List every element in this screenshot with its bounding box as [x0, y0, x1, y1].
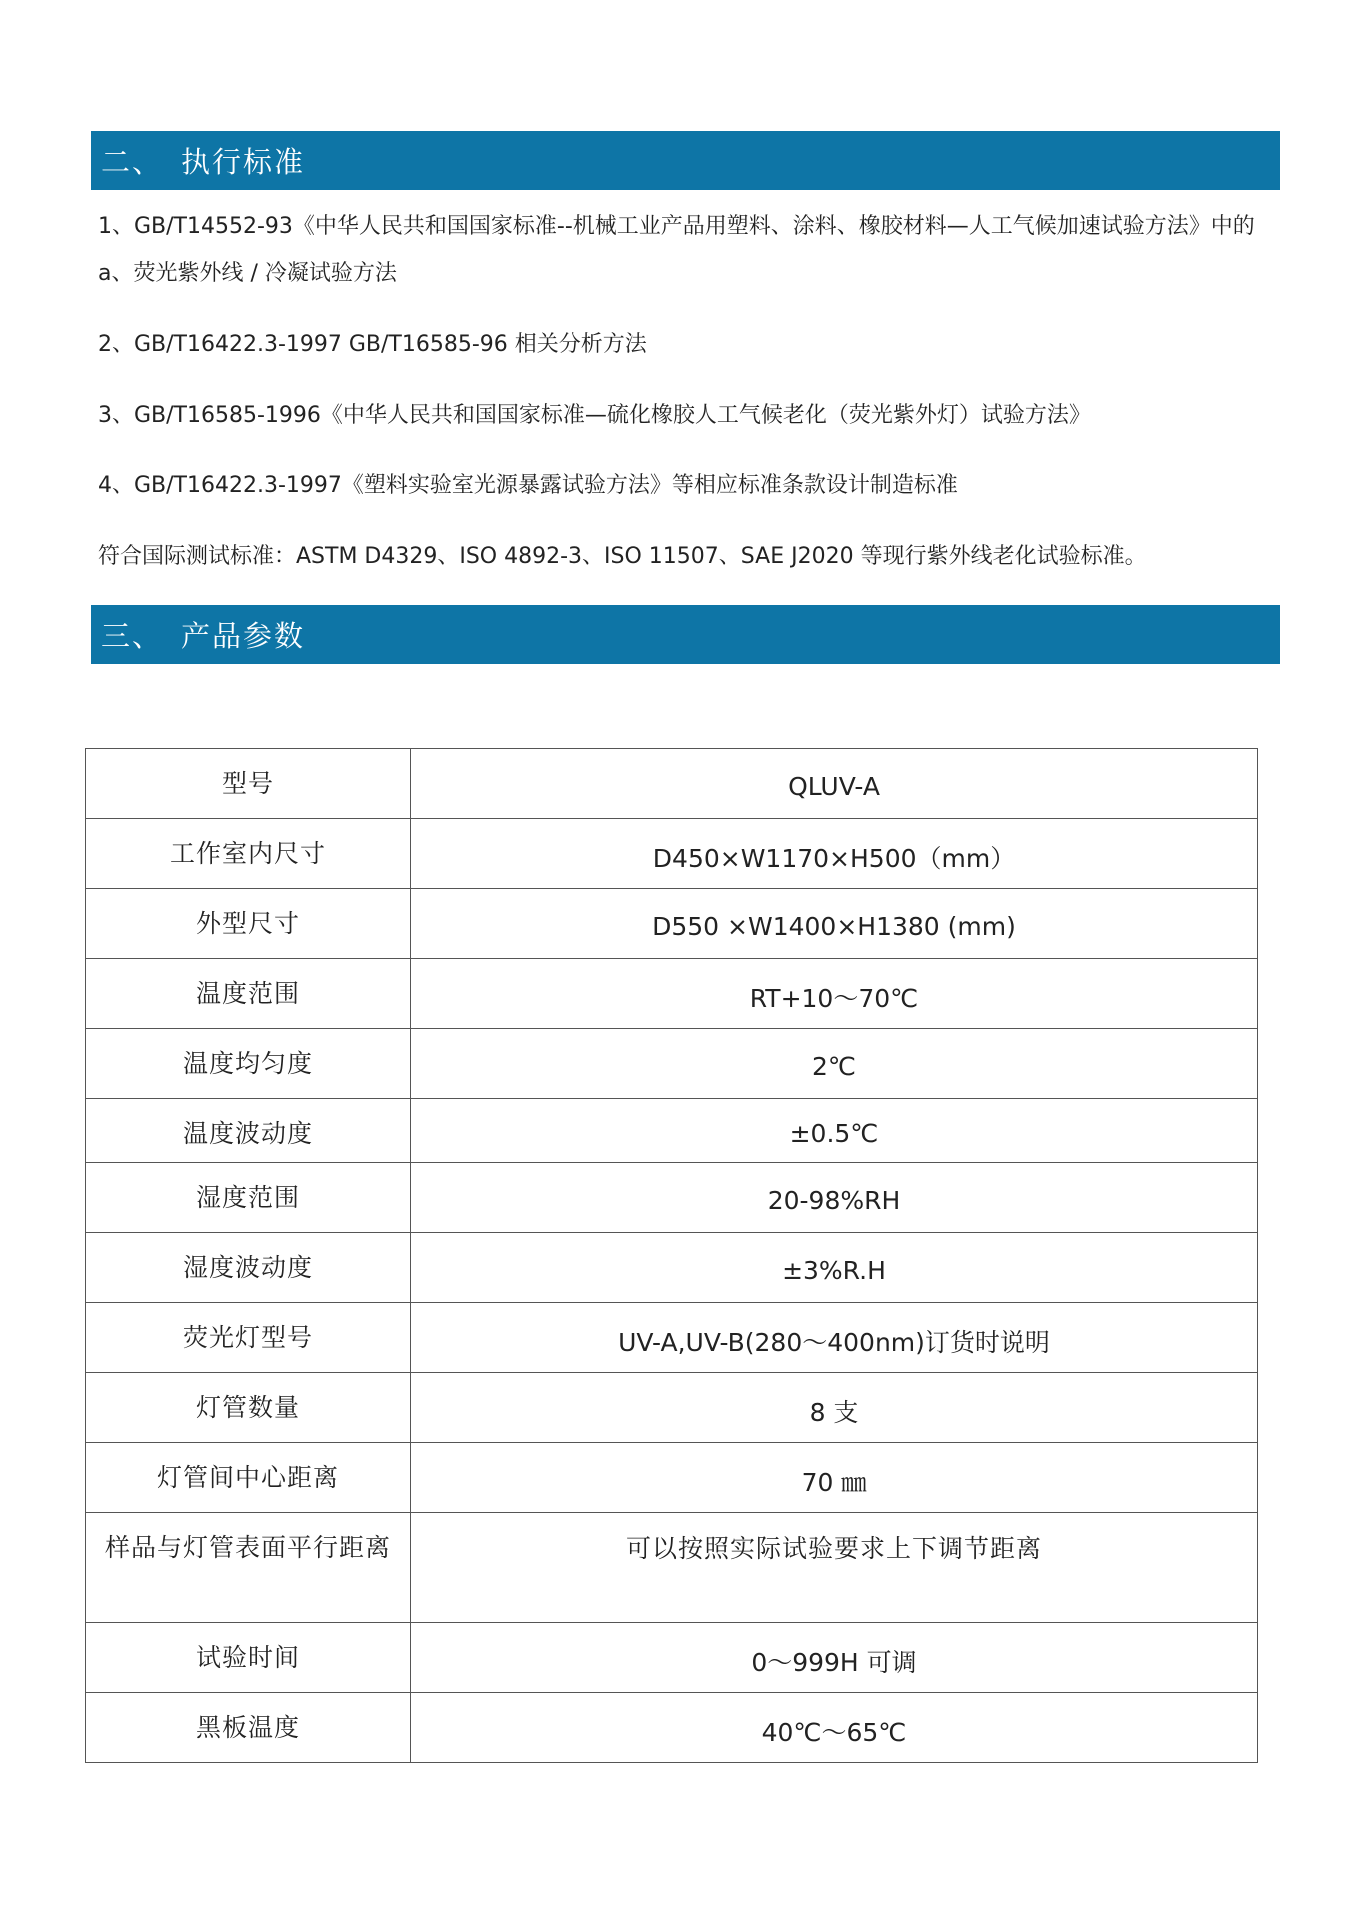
param-label: 工作室内尺寸 [86, 819, 411, 889]
table-row [86, 1693, 1258, 1763]
table-row [86, 1303, 1258, 1373]
table-row [86, 889, 1258, 959]
table-row [86, 819, 1258, 889]
table-row [86, 1163, 1258, 1233]
table-row [86, 1623, 1258, 1693]
param-label: 荧光灯型号 [86, 1303, 411, 1373]
table-row [86, 1443, 1258, 1513]
table-row [86, 1099, 1258, 1163]
param-label: 外型尺寸 [86, 889, 411, 959]
param-label: 灯管数量 [86, 1373, 411, 1443]
param-value: 0～999H 可调 [411, 1623, 1258, 1693]
param-value: 2℃ [411, 1029, 1258, 1099]
param-label: 灯管间中心距离 [86, 1443, 411, 1513]
international-standards-note: 符合国际测试标准：ASTM D4329、ISO 4892-3、ISO 11507、SAE J2020 等现行紫外线老化试验标准。 [98, 544, 1147, 569]
param-value: ±3%R.H [411, 1233, 1258, 1303]
section-title: 产品参数 [181, 619, 306, 653]
param-value: ±0.5℃ [411, 1099, 1258, 1163]
table-row [86, 1513, 1258, 1623]
param-value: 40℃～65℃ [411, 1693, 1258, 1763]
param-value: 可以按照实际试验要求上下调节距离 [411, 1513, 1258, 1623]
param-label: 黑板温度 [86, 1693, 411, 1763]
table-row [86, 1373, 1258, 1443]
param-value: 20-98%RH [411, 1163, 1258, 1233]
section-number: 三、 [101, 619, 164, 653]
param-value: QLUV-A [411, 749, 1258, 819]
param-value: D450×W1170×H500（mm） [411, 819, 1258, 889]
table-row [86, 1029, 1258, 1099]
standard-item-4: 4、GB/T16422.3-1997《塑料实验室光源暴露试验方法》等相应标准条款设计制造标准 [98, 473, 958, 498]
section-number: 二、 [101, 145, 164, 179]
param-label: 型号 [86, 749, 411, 819]
section-title: 执行标准 [181, 145, 306, 179]
param-label: 样品与灯管表面平行距离 [86, 1513, 411, 1623]
section-header-params [91, 605, 1280, 664]
table-row [86, 749, 1258, 819]
standard-item-3: 3、GB/T16585-1996《中华人民共和国国家标准—硫化橡胶人工气候老化（荧光紫外灯）试验方法》 [98, 403, 1091, 428]
param-value: 70 ㎜ [411, 1443, 1258, 1513]
param-label: 温度波动度 [86, 1099, 411, 1163]
param-label: 温度范围 [86, 959, 411, 1029]
param-value: 8 支 [411, 1373, 1258, 1443]
table-row [86, 959, 1258, 1029]
param-value: RT+10～70℃ [411, 959, 1258, 1029]
table-row [86, 1233, 1258, 1303]
product-params-table [85, 748, 1258, 1763]
param-value: UV-A,UV-B(280～400nm)订货时说明 [411, 1303, 1258, 1373]
standard-item-2: 2、GB/T16422.3-1997 GB/T16585-96 相关分析方法 [98, 332, 647, 357]
param-label: 试验时间 [86, 1623, 411, 1693]
param-label: 湿度波动度 [86, 1233, 411, 1303]
param-label: 温度均匀度 [86, 1029, 411, 1099]
standard-item-1: 1、GB/T14552-93《中华人民共和国国家标准--机械工业产品用塑料、涂料、橡胶材料—人工气候加速试验方法》中的 a、荧光紫外线 / 冷凝试验方法 [98, 214, 1255, 286]
section-header-standards [91, 131, 1280, 190]
param-label: 湿度范围 [86, 1163, 411, 1233]
param-value: D550 ×W1400×H1380 (mm) [411, 889, 1258, 959]
